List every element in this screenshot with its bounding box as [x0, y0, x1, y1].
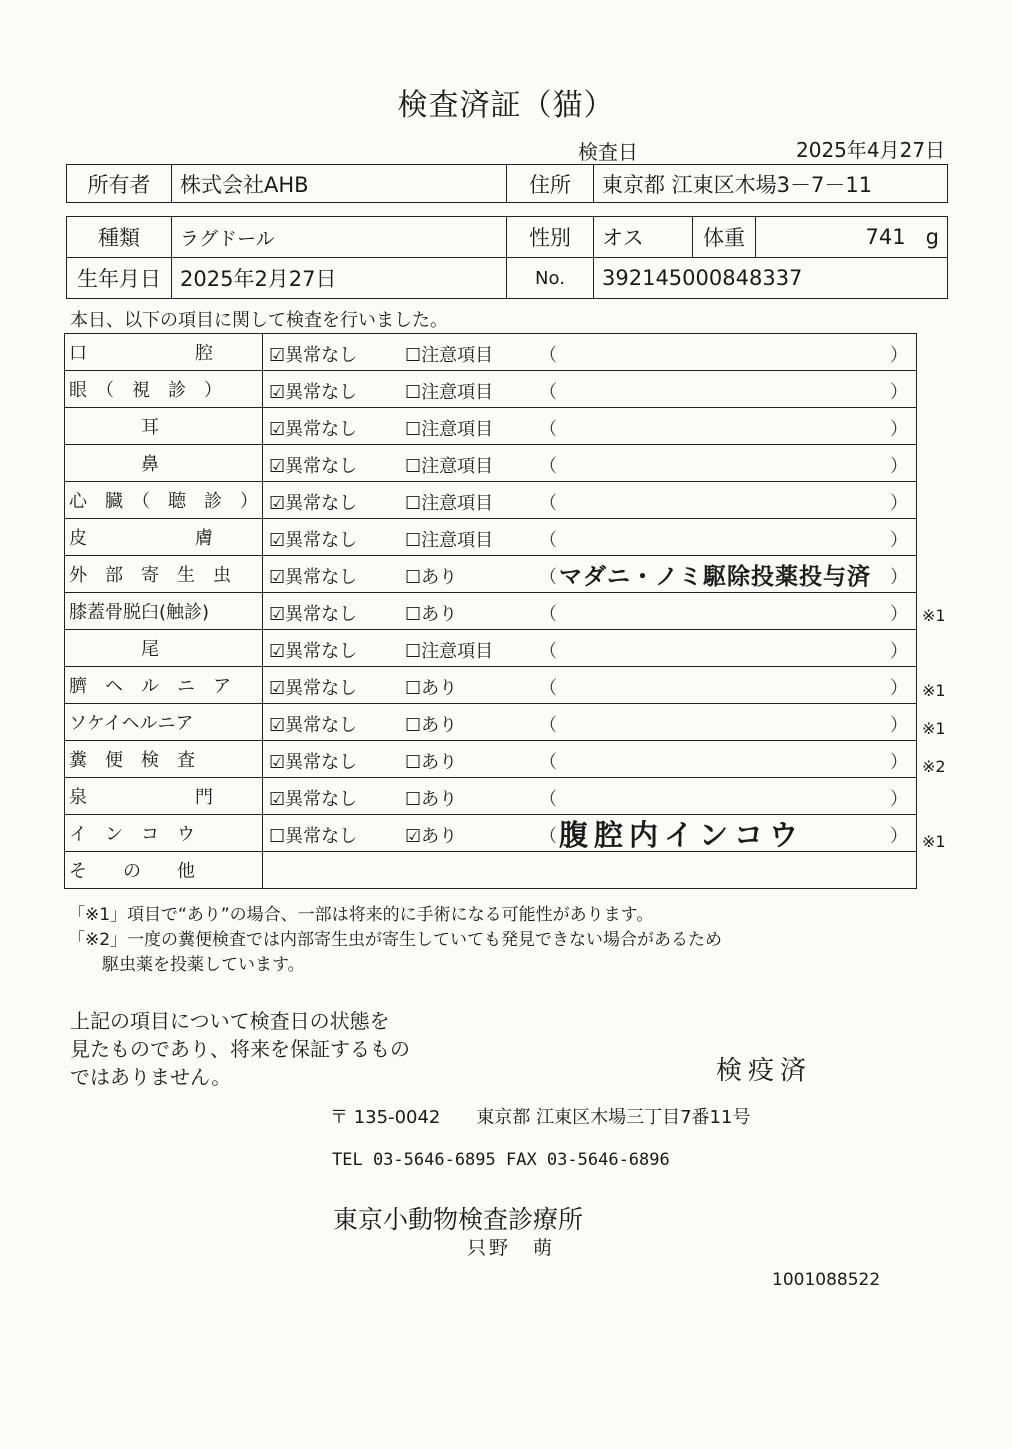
- weight-unit: g: [925, 225, 939, 249]
- normal-checkbox: ☑異常なし: [269, 715, 358, 736]
- item-name: イ ン コ ウ: [65, 815, 263, 852]
- close-paren: ）: [890, 752, 908, 773]
- item-result: [263, 371, 917, 408]
- normal-checkbox: ☑異常なし: [269, 789, 358, 810]
- item-result: [263, 445, 917, 482]
- finding-detail: マダニ・ノミ駆除投薬投与済: [559, 564, 871, 590]
- abnormal-checkbox: ☐注意項目: [405, 641, 494, 662]
- abnormal-checkbox: ☐注意項目: [405, 345, 494, 366]
- table-row: [65, 704, 917, 741]
- close-paren: ）: [890, 678, 908, 699]
- item-name: 鼻: [65, 445, 263, 482]
- close-paren: ）: [890, 604, 908, 625]
- item-result: [263, 593, 917, 630]
- disclaimer-line-3: ではありません。: [70, 1065, 232, 1089]
- open-paren: （: [539, 715, 557, 736]
- abnormal-checkbox: ☐あり: [405, 752, 458, 773]
- item-result: [263, 778, 917, 815]
- table-row: [65, 593, 917, 630]
- table-row: [65, 667, 917, 704]
- table-row: [65, 815, 917, 852]
- exam-date-label: 検査日: [578, 140, 638, 164]
- close-paren: ）: [890, 382, 908, 403]
- table-row: [65, 852, 917, 889]
- normal-checkbox: ☐異常なし: [269, 826, 358, 847]
- birth-label: 生年月日: [67, 258, 172, 299]
- table-row: [65, 408, 917, 445]
- weight-number: 741: [865, 225, 906, 249]
- abnormal-checkbox: ☑あり: [405, 826, 458, 847]
- normal-checkbox: ☑異常なし: [269, 382, 358, 403]
- footnotes: [68, 903, 722, 978]
- clinic-address: 〒 135-0042 東京都 江東区木場三丁目7番11号: [330, 1107, 751, 1128]
- item-result: [263, 815, 917, 852]
- open-paren: （: [539, 419, 557, 440]
- disclaimer: [70, 1007, 410, 1091]
- normal-checkbox: ☑異常なし: [269, 419, 358, 440]
- item-name: 心 臓 （ 聴 診 ）: [65, 482, 263, 519]
- open-paren: （: [539, 789, 557, 810]
- normal-checkbox: ☑異常なし: [269, 604, 358, 625]
- table-row: [65, 482, 917, 519]
- normal-checkbox: ☑異常なし: [269, 678, 358, 699]
- item-name: ソケイヘルニア: [65, 704, 263, 741]
- item-result: [263, 556, 917, 593]
- normal-checkbox: ☑異常なし: [269, 456, 358, 477]
- breed-label: 種類: [67, 217, 172, 258]
- abnormal-checkbox: ☐注意項目: [405, 382, 494, 403]
- item-name: 膝蓋骨脱臼(触診): [65, 593, 263, 630]
- breed-value: ラグドール: [172, 217, 507, 258]
- table-row: [65, 741, 917, 778]
- normal-checkbox: ☑異常なし: [269, 752, 358, 773]
- normal-checkbox: ☑異常なし: [269, 641, 358, 662]
- abnormal-checkbox: ☐注意項目: [405, 493, 494, 514]
- item-result: [263, 482, 917, 519]
- disclaimer-line-1: 上記の項目について検査日の状態を: [70, 1009, 390, 1033]
- table-row: [65, 445, 917, 482]
- abnormal-checkbox: ☐注意項目: [405, 419, 494, 440]
- normal-checkbox: ☑異常なし: [269, 567, 358, 588]
- open-paren: （: [539, 826, 557, 847]
- owner-value: 株式会社AHB: [172, 165, 507, 203]
- table-row: [65, 334, 917, 371]
- note-mark: ※1: [922, 605, 946, 625]
- item-result: [263, 704, 917, 741]
- birth-value: 2025年2月27日: [172, 258, 507, 299]
- item-result: [263, 741, 917, 778]
- abnormal-checkbox: ☐あり: [405, 604, 458, 625]
- clinic-phone: TEL 03-5646-6895 FAX 03-5646-6896: [332, 1150, 670, 1170]
- item-result: [263, 852, 917, 889]
- finding-detail: 腹腔内インコウ: [559, 818, 805, 852]
- abnormal-checkbox: ☐注意項目: [405, 530, 494, 551]
- close-paren: ）: [890, 419, 908, 440]
- open-paren: （: [539, 641, 557, 662]
- close-paren: ）: [890, 345, 908, 366]
- sex-label: 性別: [507, 217, 594, 258]
- close-paren: ）: [890, 567, 908, 588]
- weight-label: 体重: [693, 217, 756, 258]
- normal-checkbox: ☑異常なし: [269, 530, 358, 551]
- close-paren: ）: [890, 530, 908, 551]
- owner-table: [66, 164, 948, 203]
- abnormal-checkbox: ☐あり: [405, 567, 458, 588]
- item-result: [263, 630, 917, 667]
- quarantine-stamp: 検疫済: [716, 1056, 813, 1086]
- veterinarian-name: 只野 萌: [467, 1237, 556, 1259]
- item-result: [263, 408, 917, 445]
- table-row: [65, 371, 917, 408]
- item-result: [263, 667, 917, 704]
- open-paren: （: [539, 752, 557, 773]
- no-value: 392145000848337: [594, 258, 948, 299]
- open-paren: （: [539, 345, 557, 366]
- open-paren: （: [539, 493, 557, 514]
- item-name: そ の 他: [65, 852, 263, 889]
- item-name: 臍 ヘ ル ニ ア: [65, 667, 263, 704]
- weight-value: [756, 217, 948, 258]
- item-result: [263, 519, 917, 556]
- no-label: No.: [507, 258, 594, 299]
- sex-value: オス: [594, 217, 693, 258]
- abnormal-checkbox: ☐あり: [405, 678, 458, 699]
- item-name: 糞 便 検 査: [65, 741, 263, 778]
- disclaimer-line-2: 見たものであり、将来を保証するもの: [70, 1037, 410, 1061]
- clinic-name: 東京小動物検査診療所: [333, 1205, 584, 1234]
- item-result: [263, 334, 917, 371]
- exam-date: 2025年4月27日: [796, 138, 946, 162]
- address-label: 住所: [507, 165, 594, 203]
- item-name: 眼 （ 視 診 ）: [65, 371, 263, 408]
- normal-checkbox: ☑異常なし: [269, 493, 358, 514]
- open-paren: （: [539, 530, 557, 551]
- address-value: 東京都 江東区木場3－7－11: [594, 165, 948, 203]
- item-name: 外 部 寄 生 虫: [65, 556, 263, 593]
- abnormal-checkbox: ☐あり: [405, 789, 458, 810]
- close-paren: ）: [890, 789, 908, 810]
- item-name: 泉 門: [65, 778, 263, 815]
- close-paren: ）: [890, 826, 908, 847]
- note-mark: ※1: [922, 719, 946, 738]
- note-mark: ※1: [922, 832, 946, 852]
- table-row: [65, 519, 917, 556]
- footnote-2: 「※2」一度の糞便検査では内部寄生虫が寄生していても発見できない場合があるため: [68, 930, 723, 950]
- pet-table: [66, 216, 948, 299]
- item-name: 皮 膚: [65, 519, 263, 556]
- owner-label: 所有者: [67, 165, 172, 203]
- inspection-table: [64, 333, 917, 889]
- item-name: 尾: [65, 630, 263, 667]
- table-row: [65, 630, 917, 667]
- normal-checkbox: ☑異常なし: [269, 345, 358, 366]
- open-paren: （: [539, 567, 557, 588]
- close-paren: ）: [890, 493, 908, 514]
- intro-text: 本日、以下の項目に関して検査を行いました。: [70, 310, 448, 331]
- open-paren: （: [539, 678, 557, 699]
- note-mark: ※2: [922, 756, 946, 776]
- close-paren: ）: [890, 715, 908, 736]
- page-title: 検査済証（猫）: [397, 88, 615, 123]
- note-mark: ※1: [922, 681, 946, 701]
- open-paren: （: [539, 456, 557, 477]
- item-name: 耳: [65, 408, 263, 445]
- table-row: [65, 778, 917, 815]
- close-paren: ）: [890, 641, 908, 662]
- footnote-1: 「※1」項目で“あり”の場合、一部は将来的に手術になる可能性があります。: [68, 905, 654, 925]
- footnote-2-cont: 駆虫薬を投薬しています。: [68, 955, 305, 975]
- abnormal-checkbox: ☐注意項目: [405, 456, 494, 477]
- open-paren: （: [539, 604, 557, 625]
- close-paren: ）: [890, 456, 908, 477]
- abnormal-checkbox: ☐あり: [405, 715, 458, 736]
- open-paren: （: [539, 382, 557, 403]
- document-number: 1001088522: [772, 1270, 881, 1290]
- item-name: 口 腔: [65, 334, 263, 371]
- table-row: [65, 556, 917, 593]
